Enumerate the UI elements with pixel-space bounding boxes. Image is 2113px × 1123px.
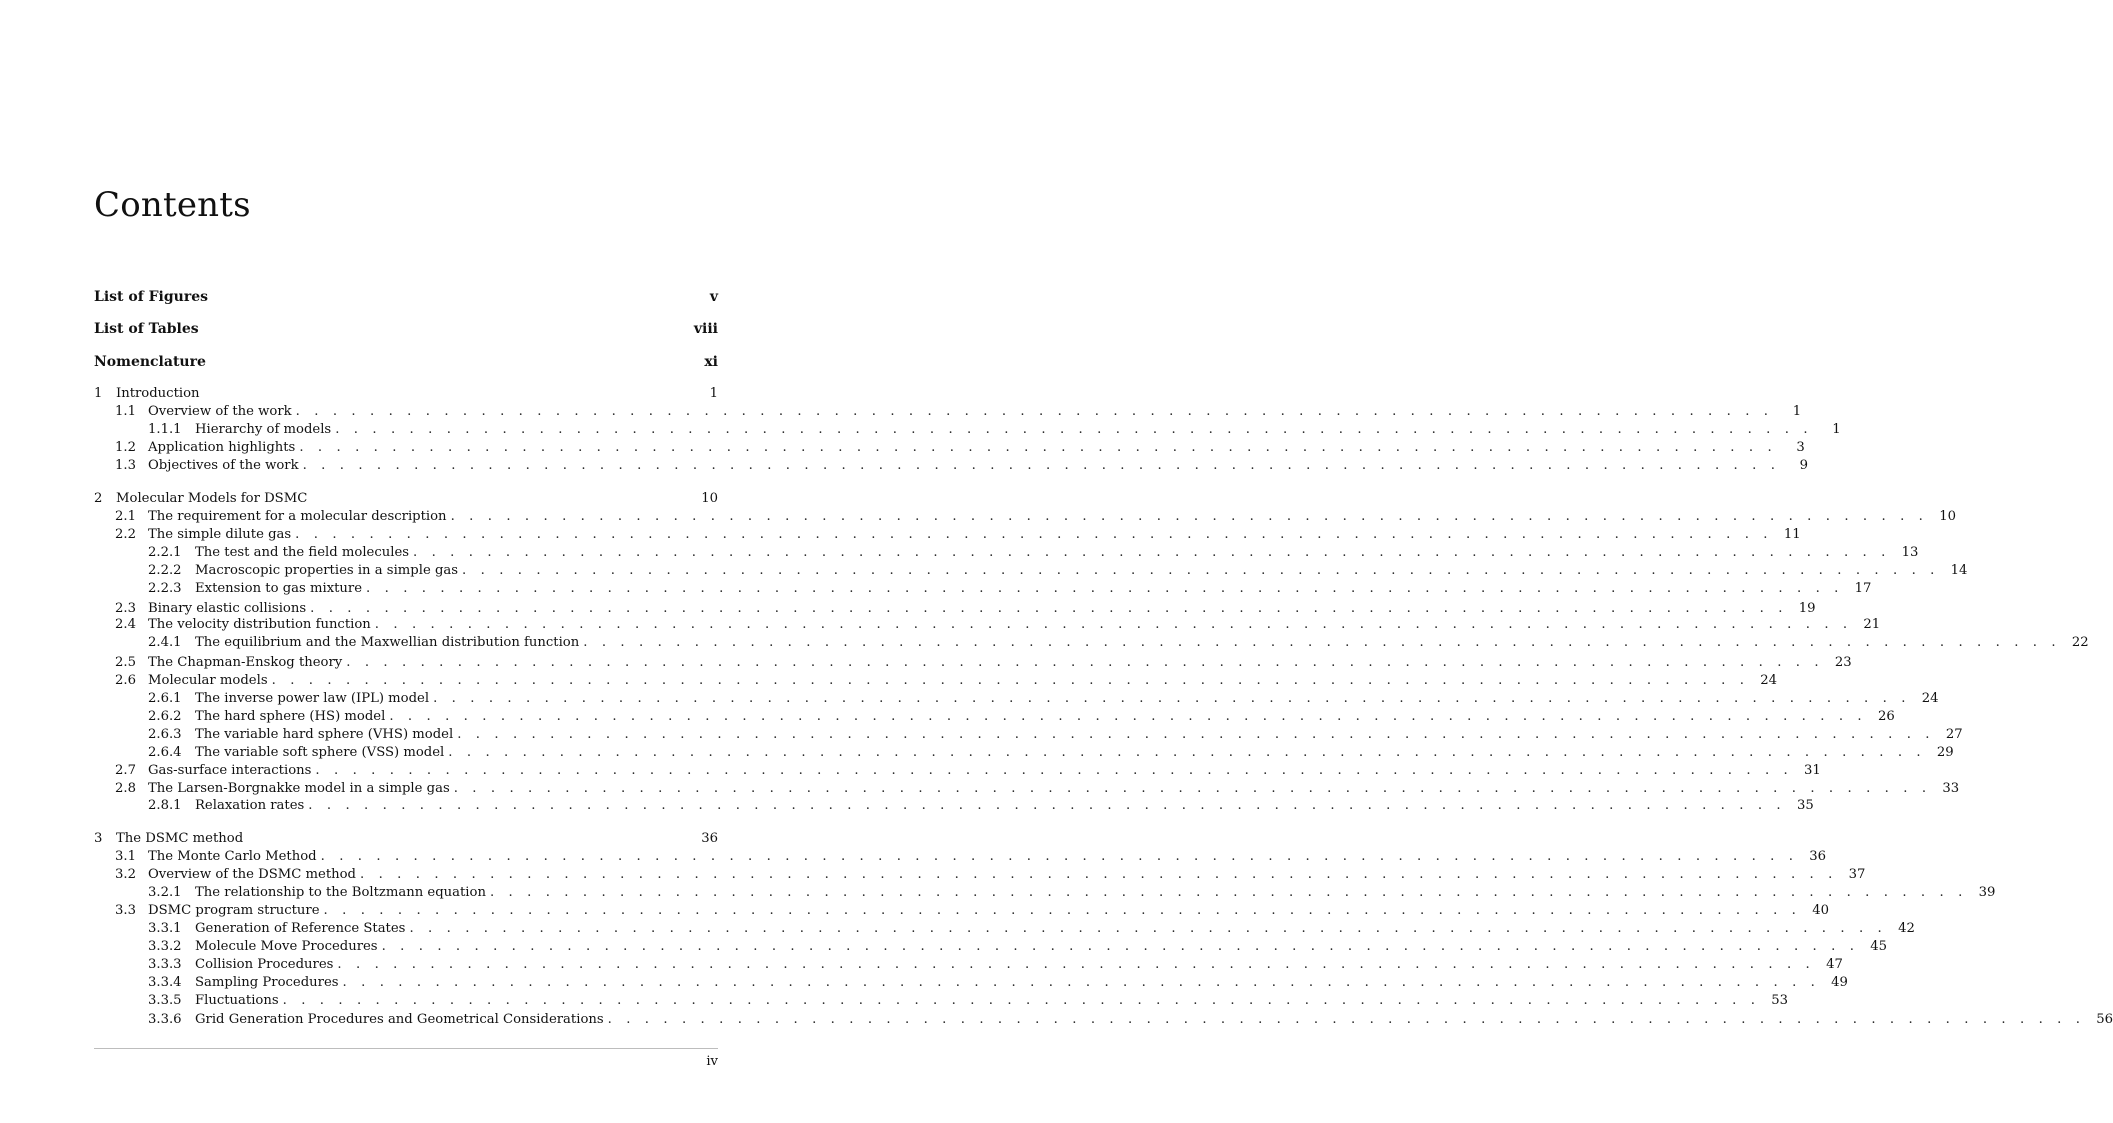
toc-subsection-entry[interactable]	[94, 920, 1915, 938]
toc-entry-number: 2.8.1	[148, 798, 182, 813]
toc-entry-page-number: 19	[1798, 601, 1816, 616]
toc-entry-page-number: 13	[1901, 545, 1919, 560]
toc-entry-page-number: 36	[1809, 849, 1827, 864]
dot-leader	[299, 439, 1776, 457]
toc-section-entry[interactable]	[94, 780, 1960, 798]
toc-entry-label: The Monte Carlo Method	[148, 849, 317, 864]
dot-leader	[451, 508, 1928, 526]
toc-subsection-entry[interactable]	[94, 544, 1919, 562]
toc-entry-number: 2.6.1	[148, 691, 182, 706]
toc-subsection-entry[interactable]	[94, 956, 1843, 974]
toc-front-matter-entry[interactable]	[94, 320, 718, 338]
toc-entry-page-number: 37	[1848, 867, 1866, 882]
toc-entry-label: Overview of the work	[148, 404, 292, 419]
toc-entry-number: 3.2	[115, 867, 136, 882]
dot-leader	[382, 938, 1859, 956]
toc-entry-page-number: 45	[1870, 939, 1887, 954]
dot-leader	[389, 708, 1866, 726]
toc-subsection-entry[interactable]	[94, 690, 1939, 708]
toc-entry-label: The requirement for a molecular description	[148, 509, 447, 524]
dot-leader	[375, 616, 1852, 634]
toc-section-entry[interactable]	[94, 403, 1802, 421]
toc-subsection-entry[interactable]	[94, 726, 1963, 744]
toc-subsection-entry[interactable]	[94, 708, 1895, 726]
toc-entry-number: 1.2	[115, 440, 136, 455]
toc-entry-number: 2.2.1	[148, 545, 182, 560]
toc-entry-label: The Larsen-Borgnakke model in a simple gas	[148, 781, 450, 796]
toc-entry-page-number: 49	[1831, 975, 1848, 990]
toc-entry-number: 3.3	[115, 903, 136, 918]
dot-leader	[448, 744, 1925, 762]
dot-leader	[308, 797, 1785, 815]
toc-entry-page-number: 11	[1783, 527, 1801, 542]
toc-entry-number: 2.5	[115, 655, 136, 670]
toc-entry-number: 2.8	[115, 781, 136, 796]
toc-entry-label: The Chapman-Enskog theory	[148, 655, 343, 670]
toc-entry-page-number: 24	[1760, 673, 1778, 688]
toc-entry-number: 3.2.1	[148, 885, 182, 900]
toc-entry-label: Molecular Models for DSMC	[116, 491, 308, 506]
toc-entry-label: Relaxation rates	[195, 798, 305, 813]
toc-section-entry[interactable]	[94, 508, 1956, 526]
footer-page-number: iv	[706, 1054, 718, 1069]
toc-section-entry[interactable]	[94, 866, 1866, 884]
toc-subsection-entry[interactable]	[94, 744, 1954, 762]
dot-leader	[296, 403, 1773, 421]
toc-entry-page-number: 3	[1796, 440, 1805, 455]
toc-entry-page-number: 42	[1898, 921, 1915, 936]
toc-subsection-entry[interactable]	[94, 562, 1968, 580]
toc-entry-number: 2.4	[115, 617, 136, 632]
toc-entry-label: The DSMC method	[116, 831, 244, 846]
toc-entry-number: 3.3.5	[148, 993, 182, 1008]
toc-entry-number: 1	[94, 386, 103, 401]
toc-entry-page-number: 29	[1936, 745, 1954, 760]
toc-entry-page-number: 9	[1799, 458, 1809, 473]
toc-entry-label: Extension to gas mixture	[195, 581, 363, 596]
dot-leader	[433, 690, 1910, 708]
toc-section-entry[interactable]	[94, 616, 1881, 634]
toc-entry-page-number: 53	[1771, 993, 1789, 1008]
dot-leader	[324, 902, 1801, 920]
toc-chapter-entry[interactable]	[94, 385, 718, 403]
dot-leader	[303, 457, 1780, 475]
dot-leader	[321, 848, 1798, 866]
toc-entry-number: 1.1	[115, 404, 136, 419]
toc-entry-number: 1.3	[115, 458, 136, 473]
toc-entry-page-number: 26	[1877, 709, 1895, 724]
toc-subsection-entry[interactable]	[94, 884, 1996, 902]
toc-entry-label: List of Figures	[94, 289, 209, 305]
dot-leader	[490, 884, 1967, 902]
toc-entry-label: Objectives of the work	[148, 458, 299, 473]
toc-front-matter-entry[interactable]	[94, 353, 718, 371]
toc-entry-page-number: 10	[701, 491, 718, 506]
toc-entry-label: The variable soft sphere (VSS) model	[195, 745, 445, 760]
toc-entry-number: 3.3.1	[148, 921, 182, 936]
toc-entry-page-number: 27	[1945, 727, 1963, 742]
toc-front-matter-entry[interactable]	[94, 288, 718, 306]
toc-entry-label: The hard sphere (HS) model	[195, 709, 386, 724]
toc-entry-page-number: 33	[1942, 781, 1960, 796]
toc-entry-page-number: 1	[709, 386, 718, 401]
toc-entry-page-number: xi	[704, 354, 718, 370]
toc-section-entry[interactable]	[94, 672, 1778, 690]
toc-section-entry[interactable]	[94, 526, 1801, 544]
toc-entry-page-number: 24	[1921, 691, 1939, 706]
toc-entry-page-number: 23	[1834, 655, 1852, 670]
dot-leader	[413, 544, 1890, 562]
toc-entry-label: DSMC program structure	[148, 903, 320, 918]
toc-entry-number: 3	[94, 831, 103, 846]
toc-entry-label: Application highlights	[148, 440, 296, 455]
toc-entry-page-number: 14	[1950, 563, 1968, 578]
toc-entry-page-number: 35	[1796, 798, 1814, 813]
toc-entry-page-number: 39	[1978, 885, 1996, 900]
toc-entry-number: 3.3.3	[148, 957, 182, 972]
toc-entry-page-number: 1	[1832, 422, 1841, 437]
dot-leader	[283, 992, 1760, 1010]
toc-subsection-entry[interactable]	[94, 421, 1841, 439]
toc-entry-number: 2.6	[115, 673, 136, 688]
toc-section-entry[interactable]	[94, 848, 1827, 866]
toc-entry-page-number: 17	[1854, 581, 1872, 596]
toc-entry-label: Nomenclature	[94, 354, 206, 370]
toc-entry-label: Introduction	[116, 386, 200, 401]
toc-subsection-entry[interactable]	[94, 797, 1814, 815]
toc-entry-label: The velocity distribution function	[148, 617, 371, 632]
dot-leader	[409, 920, 1886, 938]
toc-subsection-entry[interactable]	[94, 938, 1887, 956]
toc-entry-label: Hierarchy of models	[195, 422, 332, 437]
toc-entry-label: Sampling Procedures	[195, 975, 339, 990]
toc-entry-number: 2.2.3	[148, 581, 182, 596]
dot-leader	[462, 562, 1939, 580]
toc-entry-number: 2.7	[115, 763, 136, 778]
toc-section-entry[interactable]	[94, 902, 1829, 920]
toc-entry-label: List of Tables	[94, 321, 199, 337]
toc-entry-number: 2.1	[115, 509, 136, 524]
toc-entry-label: Gas-surface interactions	[148, 763, 312, 778]
toc-entry-number: 2.3	[115, 601, 136, 616]
dot-leader	[457, 726, 1934, 744]
footer-divider	[94, 1048, 718, 1049]
toc-entry-page-number: v	[709, 289, 718, 305]
dot-leader	[335, 421, 1812, 439]
toc-entry-label: Molecular models	[148, 673, 268, 688]
dot-leader	[360, 866, 1837, 884]
dot-leader	[454, 780, 1931, 798]
toc-entry-label: Generation of Reference States	[195, 921, 406, 936]
toc-entry-number: 3.3.2	[148, 939, 182, 954]
dot-leader	[583, 634, 2060, 652]
toc-entry-number: 3.3.6	[148, 1012, 182, 1027]
dot-leader	[337, 956, 1814, 974]
toc-entry-page-number: 36	[701, 831, 718, 846]
dot-leader	[315, 762, 1792, 780]
toc-entry-page-number: 21	[1863, 617, 1881, 632]
dot-leader	[608, 1011, 2085, 1029]
toc-entry-number: 2.2	[115, 527, 136, 542]
toc-entry-page-number: 10	[1939, 509, 1956, 524]
toc-entry-label: The equilibrium and the Maxwellian distribution function	[195, 635, 580, 650]
dot-leader	[366, 580, 1843, 598]
toc-subsection-entry[interactable]	[94, 580, 1872, 598]
toc-entry-label: The inverse power law (IPL) model	[195, 691, 430, 706]
toc-entry-number: 3.1	[115, 849, 136, 864]
toc-entry-number: 2.6.2	[148, 709, 182, 724]
table-of-contents	[94, 0, 2113, 1040]
toc-entry-label: Overview of the DSMC method	[148, 867, 356, 882]
toc-section-entry[interactable]	[94, 457, 1809, 475]
toc-chapter-entry[interactable]	[94, 830, 718, 848]
dot-leader	[272, 672, 1749, 690]
toc-entry-number: 2.6.4	[148, 745, 182, 760]
toc-entry-label: Fluctuations	[195, 993, 279, 1008]
toc-entry-label: Binary elastic collisions	[148, 601, 307, 616]
dot-leader	[343, 974, 1820, 992]
toc-section-entry[interactable]	[94, 762, 1821, 780]
toc-entry-number: 2.6.3	[148, 727, 182, 742]
toc-entry-label: The variable hard sphere (VHS) model	[195, 727, 454, 742]
toc-entry-label: Molecule Move Procedures	[195, 939, 378, 954]
toc-entry-page-number: 56	[2096, 1012, 2113, 1027]
toc-entry-page-number: 22	[2071, 635, 2089, 650]
toc-entry-page-number: 47	[1826, 957, 1843, 972]
toc-entry-number: 2	[94, 491, 103, 506]
toc-subsection-entry[interactable]	[94, 634, 2089, 652]
toc-entry-number: 2.4.1	[148, 635, 182, 650]
toc-chapter-entry[interactable]	[94, 490, 718, 508]
page-title: Contents	[94, 185, 251, 225]
toc-entry-label: Collision Procedures	[195, 957, 334, 972]
toc-section-entry[interactable]	[94, 654, 1852, 672]
toc-entry-label: Macroscopic properties in a simple gas	[195, 563, 459, 578]
toc-subsection-entry[interactable]	[94, 974, 1848, 992]
toc-section-entry[interactable]	[94, 439, 1805, 457]
toc-entry-label: The relationship to the Boltzmann equation	[195, 885, 486, 900]
toc-entry-page-number: 31	[1804, 763, 1821, 778]
toc-entry-number: 1.1.1	[148, 422, 182, 437]
toc-entry-page-number: viii	[693, 321, 718, 337]
toc-entry-page-number: 1	[1792, 404, 1802, 419]
toc-entry-number: 2.2.2	[148, 563, 182, 578]
toc-entry-page-number: 40	[1812, 903, 1829, 918]
toc-entry-label: The test and the field molecules	[195, 545, 410, 560]
toc-subsection-entry[interactable]	[94, 1011, 2113, 1029]
dot-leader	[346, 654, 1823, 672]
dot-leader	[295, 526, 1772, 544]
toc-subsection-entry[interactable]	[94, 992, 1789, 1010]
toc-entry-number: 3.3.4	[148, 975, 182, 990]
toc-entry-label: Grid Generation Procedures and Geometrical Considerations	[195, 1012, 604, 1027]
toc-entry-label: The simple dilute gas	[148, 527, 292, 542]
